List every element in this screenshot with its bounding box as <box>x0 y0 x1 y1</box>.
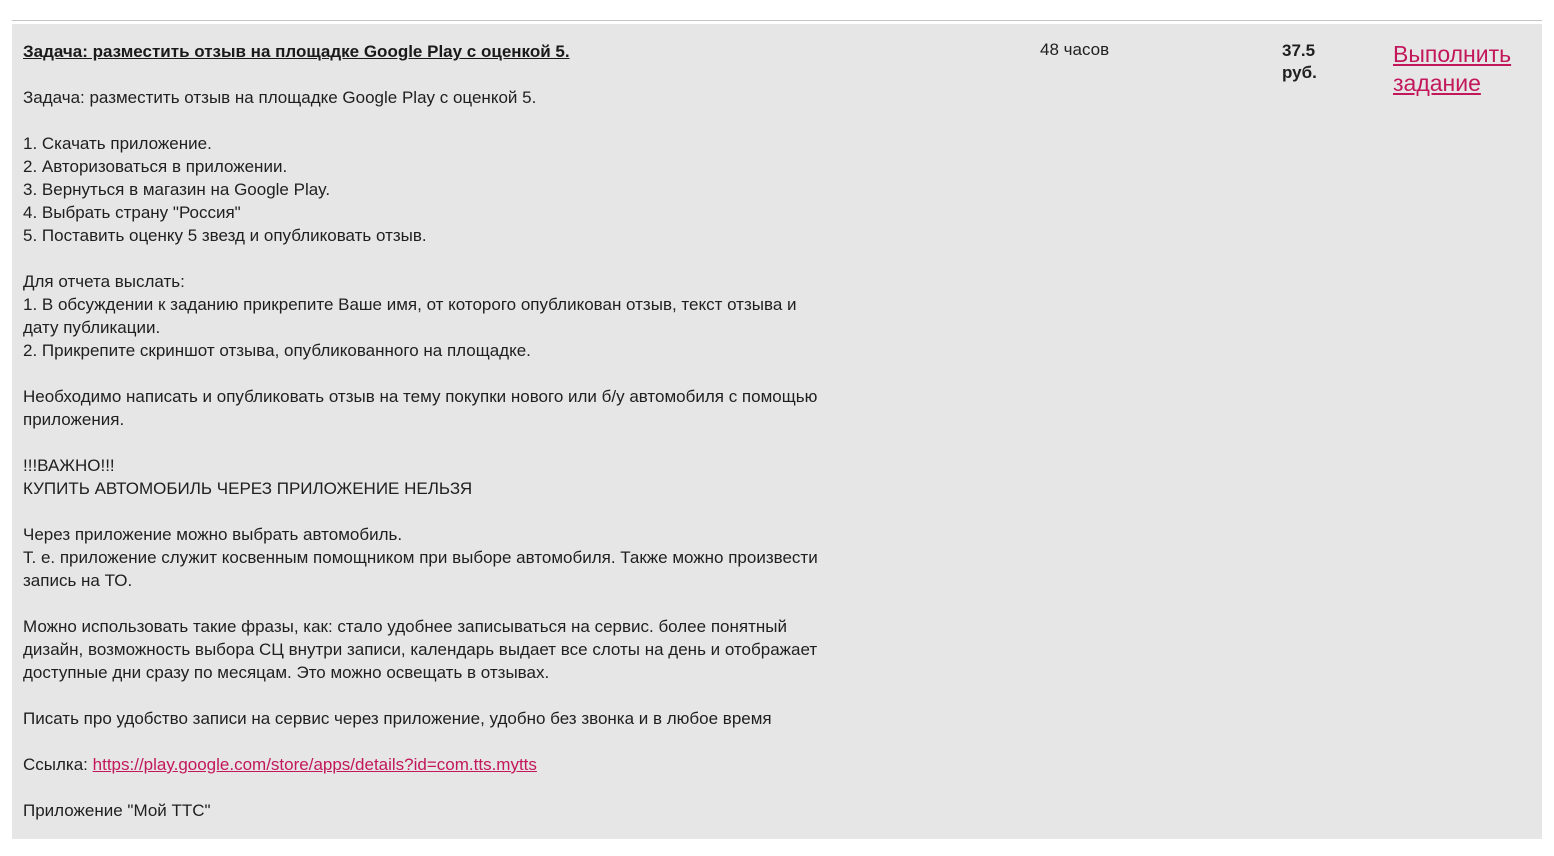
price-unit: руб. <box>1282 63 1317 82</box>
report-section <box>23 270 1013 362</box>
phrases-line: дизайн, возможность выбора СЦ внутри записи, календарь выдает все слоты на день и отображает <box>23 640 818 659</box>
do-task-link[interactable] <box>1393 40 1533 98</box>
need-line: приложения. <box>23 410 125 429</box>
report-line: 2. Прикрепите скриншот отзыва, опубликованного на площадке. <box>23 341 531 360</box>
phrases-section <box>23 615 1013 684</box>
need-section <box>23 385 1013 431</box>
step-item: 1. Скачать приложение. <box>23 134 212 153</box>
important-line: КУПИТЬ АВТОМОБИЛЬ ЧЕРЕЗ ПРИЛОЖЕНИЕ НЕЛЬЗЯ <box>23 479 473 498</box>
app-name-text: Приложение "Мой ТТС" <box>23 801 211 820</box>
app-store-link[interactable]: https://play.google.com/store/apps/details?id=com.tts.mytts <box>92 755 537 774</box>
important-section <box>23 454 1013 500</box>
important-line: !!!ВАЖНО!!! <box>23 456 115 475</box>
link-label: Ссылка: <box>23 755 93 774</box>
through-app-section <box>23 523 1013 592</box>
report-line: 1. В обсуждении к заданию прикрепите Ваше имя, от которого опубликован отзыв, текст отзыва и <box>23 295 797 314</box>
need-line: Необходимо написать и опубликовать отзыв на тему покупки нового или б/у автомобиля с помощью <box>23 387 818 406</box>
do-task-label-line2[interactable]: задание <box>1393 70 1481 96</box>
step-item: 3. Вернуться в магазин на Google Play. <box>23 180 331 199</box>
report-line: дату публикации. <box>23 318 161 337</box>
step-item: 2. Авторизоваться в приложении. <box>23 157 288 176</box>
task-time-limit: 48 часов <box>1040 40 1110 59</box>
task-row <box>12 24 1542 839</box>
task-description <box>23 40 1013 845</box>
phrases-line: Можно использовать такие фразы, как: стало удобнее записываться на сервис. более понятный <box>23 617 787 636</box>
price-value: 37.5 <box>1282 41 1316 60</box>
step-item: 4. Выбрать страну "Россия" <box>23 203 241 222</box>
task-price <box>1282 40 1342 84</box>
step-item: 5. Поставить оценку 5 звезд и опубликовать отзыв. <box>23 226 427 245</box>
task-title-link[interactable]: Задача: разместить отзыв на площадке Google Play с оценкой 5. <box>23 42 570 61</box>
task-intro: Задача: разместить отзыв на площадке Google Play с оценкой 5. <box>23 88 537 107</box>
phrases-line: доступные дни сразу по месяцам. Это можно освещать в отзывах. <box>23 663 550 682</box>
do-task-label-line1[interactable]: Выполнить <box>1393 41 1512 67</box>
through-app-line: Через приложение можно выбрать автомобиль. <box>23 525 403 544</box>
steps-list <box>23 132 1013 247</box>
link-line <box>23 753 1013 776</box>
write-about-text: Писать про удобство записи на сервис через приложение, удобно без звонка и в любое время <box>23 709 772 728</box>
through-app-line: запись на ТО. <box>23 571 133 590</box>
through-app-line: Т. е. приложение служит косвенным помощником при выборе автомобиля. Также можно произвести <box>23 548 818 567</box>
top-divider <box>12 20 1542 21</box>
report-line: Для отчета выслать: <box>23 272 185 291</box>
